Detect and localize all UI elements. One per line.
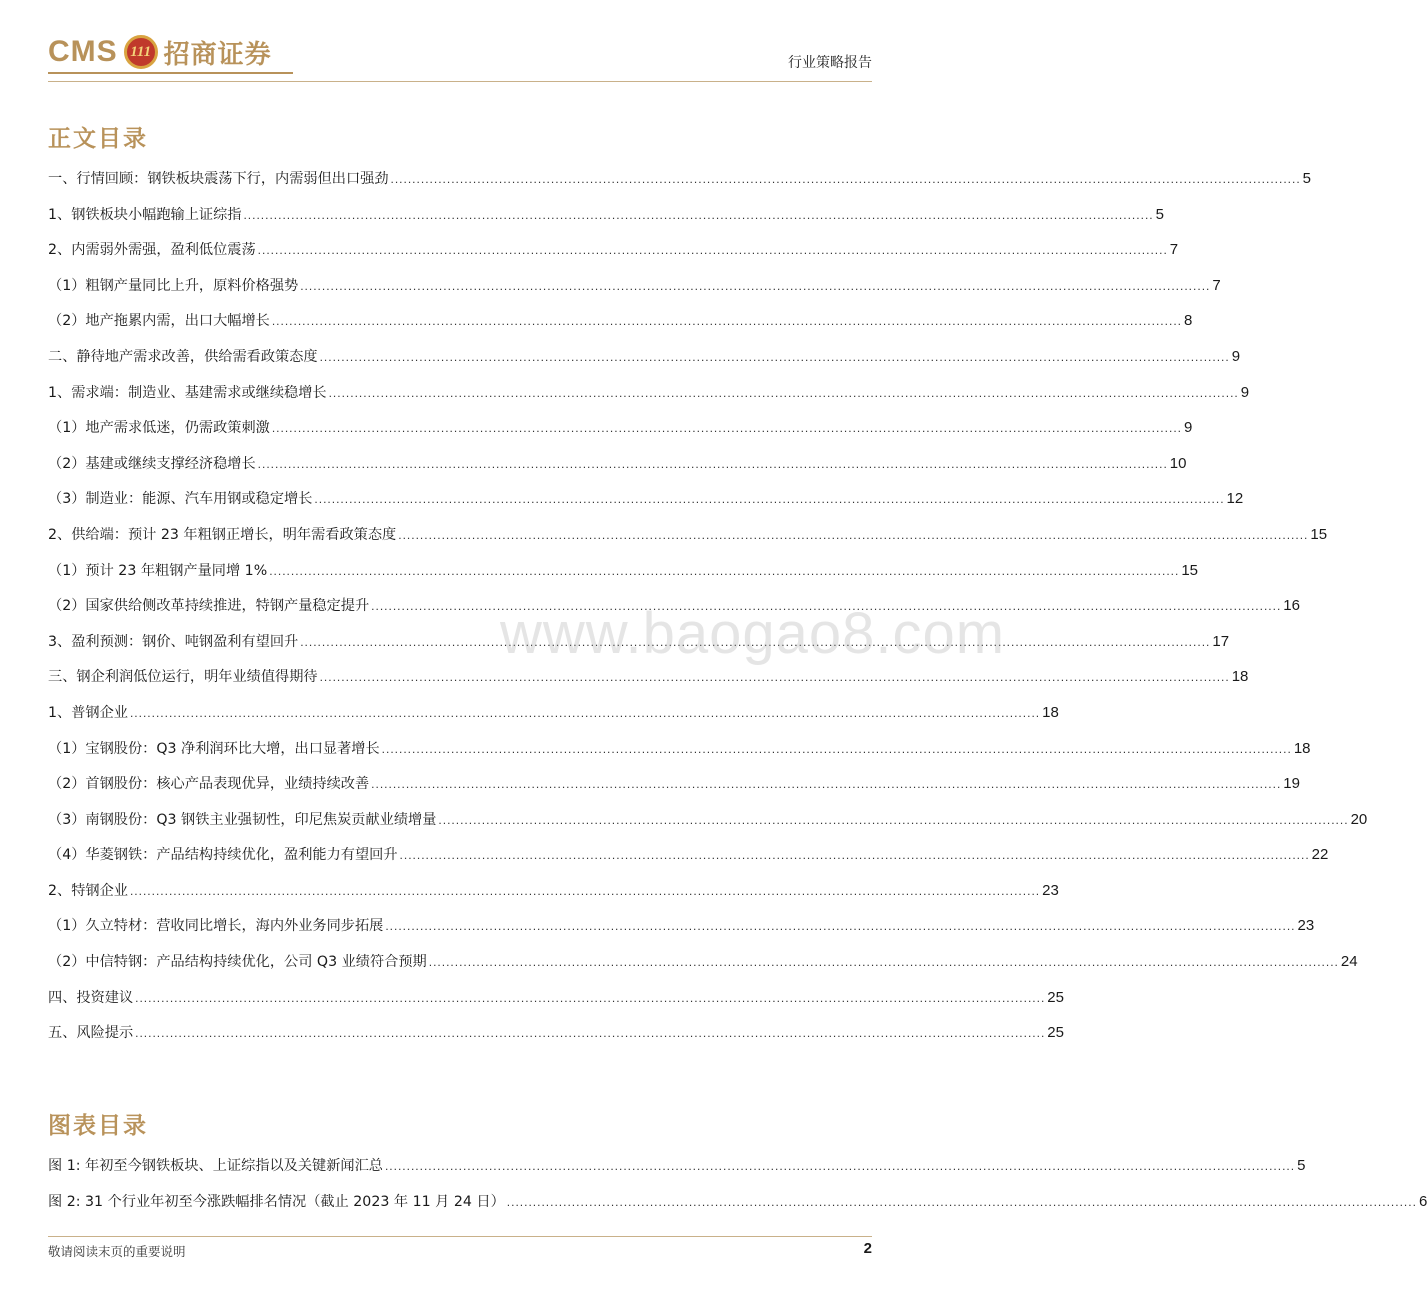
toc-entry-page[interactable]: 24 xyxy=(1340,953,1358,971)
toc-entry[interactable] xyxy=(48,417,1193,453)
toc-entry[interactable] xyxy=(48,1155,1306,1191)
toc-entry[interactable] xyxy=(48,275,1221,311)
toc-entry-title[interactable]: （1）宝钢股份：Q3 净利润环比大增，出口显著增长 xyxy=(48,740,380,757)
toc-entry-title[interactable]: （4）华菱钢铁：产品结构持续优化，盈利能力有望回升 xyxy=(48,847,398,864)
toc-dot-leader xyxy=(398,528,1308,542)
toc-dot-leader xyxy=(320,670,1230,684)
logo-badge-icon: 111 xyxy=(124,35,158,69)
toc-entry-title[interactable]: 2、特钢企业 xyxy=(48,882,128,899)
toc-entry[interactable] xyxy=(48,488,1244,524)
toc-entry-title[interactable]: 一、行情回顾：钢铁板块震荡下行，内需弱但出口强劲 xyxy=(48,171,389,187)
toc-dot-leader xyxy=(130,706,1040,720)
toc-entry-title[interactable]: 图 2: 31 个行业年初至今涨跌幅排名情况（截止 2023 年 11 月 24 日） xyxy=(48,1193,505,1210)
toc-entry-page[interactable]: 9 xyxy=(1183,419,1193,437)
toc-entry-title[interactable]: （1）地产需求低迷，仍需政策刺激 xyxy=(48,420,270,437)
toc-dot-leader xyxy=(314,492,1224,506)
toc-dot-leader xyxy=(329,386,1239,400)
toc-dot-leader xyxy=(135,991,1045,1005)
toc-entry-page[interactable]: 23 xyxy=(1042,881,1059,899)
toc-entry-page[interactable]: 9 xyxy=(1240,383,1250,401)
toc-entry-title[interactable]: 1、钢铁板块小幅跑输上证综指 xyxy=(48,206,242,223)
toc-entry[interactable] xyxy=(48,844,1329,880)
toc-dot-leader xyxy=(371,777,1281,791)
toc-entry-page[interactable]: 12 xyxy=(1226,490,1244,508)
footer-disclaimer-note: 敬请阅读末页的重要说明 xyxy=(48,1244,186,1259)
toc-entry-title[interactable]: （2）国家供给侧改革持续推进，特钢产量稳定提升 xyxy=(48,598,370,615)
toc-entry-page[interactable]: 20 xyxy=(1350,810,1368,828)
toc-entry-page[interactable]: 7 xyxy=(1169,241,1179,259)
figure-toc-list xyxy=(48,1155,1427,1226)
report-type-label: 行业策略报告 xyxy=(788,55,872,71)
toc-entry[interactable] xyxy=(48,738,1311,774)
toc-dot-leader xyxy=(429,955,1339,969)
page-header xyxy=(0,0,920,85)
toc-entry-title[interactable]: 三、钢企利润低位运行，明年业绩值得期待 xyxy=(48,669,318,686)
toc-entry-title[interactable]: 图 1: 年初至今钢铁板块、上证综指以及关键新闻汇总 xyxy=(48,1158,383,1174)
page-number: 2 xyxy=(863,1240,872,1257)
toc-entry-title[interactable]: （2）基建或继续支撑经济稳增长 xyxy=(48,455,256,472)
toc-entry[interactable] xyxy=(48,310,1193,346)
toc-entry-title[interactable]: 2、内需弱外需强，盈利低位震荡 xyxy=(48,242,256,259)
toc-entry-page[interactable]: 7 xyxy=(1212,276,1221,294)
toc-entry-page[interactable]: 25 xyxy=(1047,1024,1064,1042)
toc-dot-leader xyxy=(272,314,1182,328)
logo-chinese-text: 招商证券 xyxy=(163,39,272,70)
cms-logo xyxy=(48,32,272,72)
figure-toc-title: 图表目录 xyxy=(48,1113,148,1139)
toc-entry-title[interactable]: 1、需求端：制造业、基建需求或继续稳增长 xyxy=(48,384,327,401)
watermark: www.baogao8.com xyxy=(500,601,1006,666)
toc-entry[interactable] xyxy=(48,880,1059,916)
toc-entry-title[interactable]: （1）预计 23 年粗钢产量同增 1% xyxy=(48,562,268,579)
toc-dot-leader xyxy=(272,421,1182,435)
toc-dot-leader xyxy=(135,1026,1045,1040)
toc-entry-page[interactable]: 17 xyxy=(1212,632,1230,650)
toc-entry-page[interactable]: 10 xyxy=(1169,454,1187,472)
toc-entry-title[interactable]: （2）地产拖累内需，出口大幅增长 xyxy=(48,313,270,330)
toc-dot-leader xyxy=(391,172,1301,186)
toc-entry-page[interactable]: 23 xyxy=(1297,917,1315,935)
toc-entry-page[interactable]: 9 xyxy=(1231,347,1241,365)
toc-dot-leader xyxy=(438,813,1348,827)
toc-entry-title[interactable]: （2）首钢股份：核心产品表现优异，业绩持续改善 xyxy=(48,776,370,793)
toc-entry-title[interactable]: 五、风险提示 xyxy=(48,1025,134,1042)
toc-dot-leader xyxy=(300,279,1210,293)
toc-entry-page[interactable]: 6 xyxy=(1418,1192,1427,1210)
main-toc-title: 正文目录 xyxy=(48,126,148,152)
toc-entry[interactable] xyxy=(48,666,1249,702)
header-divider xyxy=(48,81,872,82)
toc-entry[interactable] xyxy=(48,951,1358,987)
toc-entry[interactable] xyxy=(48,773,1300,809)
toc-entry-page[interactable]: 19 xyxy=(1283,775,1300,793)
toc-entry-page[interactable]: 18 xyxy=(1042,703,1059,721)
toc-entry[interactable] xyxy=(48,1191,1427,1227)
toc-entry-title[interactable]: （3）制造业：能源、汽车用钢或稳定增长 xyxy=(48,491,313,508)
toc-entry-page[interactable]: 5 xyxy=(1155,205,1164,223)
toc-dot-leader xyxy=(130,884,1040,898)
toc-entry-title[interactable]: 1、普钢企业 xyxy=(48,704,128,721)
toc-dot-leader xyxy=(385,919,1295,933)
toc-entry[interactable] xyxy=(48,453,1187,489)
toc-entry-page[interactable]: 5 xyxy=(1297,1157,1306,1174)
toc-dot-leader xyxy=(269,564,1179,578)
toc-entry-title[interactable]: （3）南钢股份：Q3 钢铁主业强韧性，印尼焦炭贡献业绩增量 xyxy=(48,811,437,828)
toc-entry-page[interactable]: 15 xyxy=(1310,525,1328,543)
toc-entry-title[interactable]: （1）粗钢产量同比上升，原料价格强势 xyxy=(48,277,299,294)
toc-entry-page[interactable]: 16 xyxy=(1283,597,1300,615)
toc-dot-leader xyxy=(400,848,1310,862)
logo-underline-divider xyxy=(48,72,293,74)
footer-divider xyxy=(48,1236,872,1237)
toc-entry-title[interactable]: （2）中信特钢：产品结构持续优化，公司 Q3 业绩符合预期 xyxy=(48,954,427,971)
toc-entry[interactable] xyxy=(48,346,1241,382)
toc-entry-page[interactable]: 8 xyxy=(1183,312,1193,330)
toc-entry-page[interactable]: 15 xyxy=(1181,561,1199,579)
toc-entry[interactable] xyxy=(48,524,1328,560)
toc-entry[interactable] xyxy=(48,204,1164,240)
toc-entry[interactable] xyxy=(48,560,1199,596)
toc-entry-title[interactable]: 四、投资建议 xyxy=(48,989,134,1006)
toc-entry[interactable] xyxy=(48,382,1250,418)
logo-latin-text: CMS xyxy=(48,35,118,68)
toc-entry-page[interactable]: 25 xyxy=(1047,988,1064,1006)
toc-dot-leader xyxy=(507,1195,1417,1209)
toc-entry[interactable] xyxy=(48,915,1315,951)
toc-entry-title[interactable]: 二、静待地产需求改善，供给需看政策态度 xyxy=(48,348,318,365)
toc-entry[interactable] xyxy=(48,1022,1064,1058)
toc-dot-leader xyxy=(258,457,1168,471)
toc-entry[interactable] xyxy=(48,809,1368,845)
toc-dot-leader xyxy=(258,243,1168,257)
toc-entry[interactable] xyxy=(48,239,1179,275)
toc-entry[interactable] xyxy=(48,702,1059,738)
toc-entry-title[interactable]: 2、供给端：预计 23 年粗钢正增长，明年需看政策态度 xyxy=(48,526,397,543)
toc-dot-leader xyxy=(382,742,1292,756)
toc-entry-title[interactable]: （1）久立特材：营收同比增长，海内外业务同步拓展 xyxy=(48,918,384,935)
toc-entry[interactable] xyxy=(48,168,1311,204)
toc-entry-page[interactable]: 18 xyxy=(1293,739,1311,757)
toc-entry-page[interactable]: 22 xyxy=(1311,846,1329,864)
toc-entry[interactable] xyxy=(48,987,1064,1023)
toc-dot-leader xyxy=(243,208,1153,222)
toc-entry-page[interactable]: 5 xyxy=(1302,170,1311,187)
toc-dot-leader xyxy=(320,350,1230,364)
toc-dot-leader xyxy=(385,1159,1295,1173)
toc-entry-title[interactable]: 3、盈利预测：钢价、吨钢盈利有望回升 xyxy=(48,633,299,650)
toc-entry-page[interactable]: 18 xyxy=(1231,668,1249,686)
